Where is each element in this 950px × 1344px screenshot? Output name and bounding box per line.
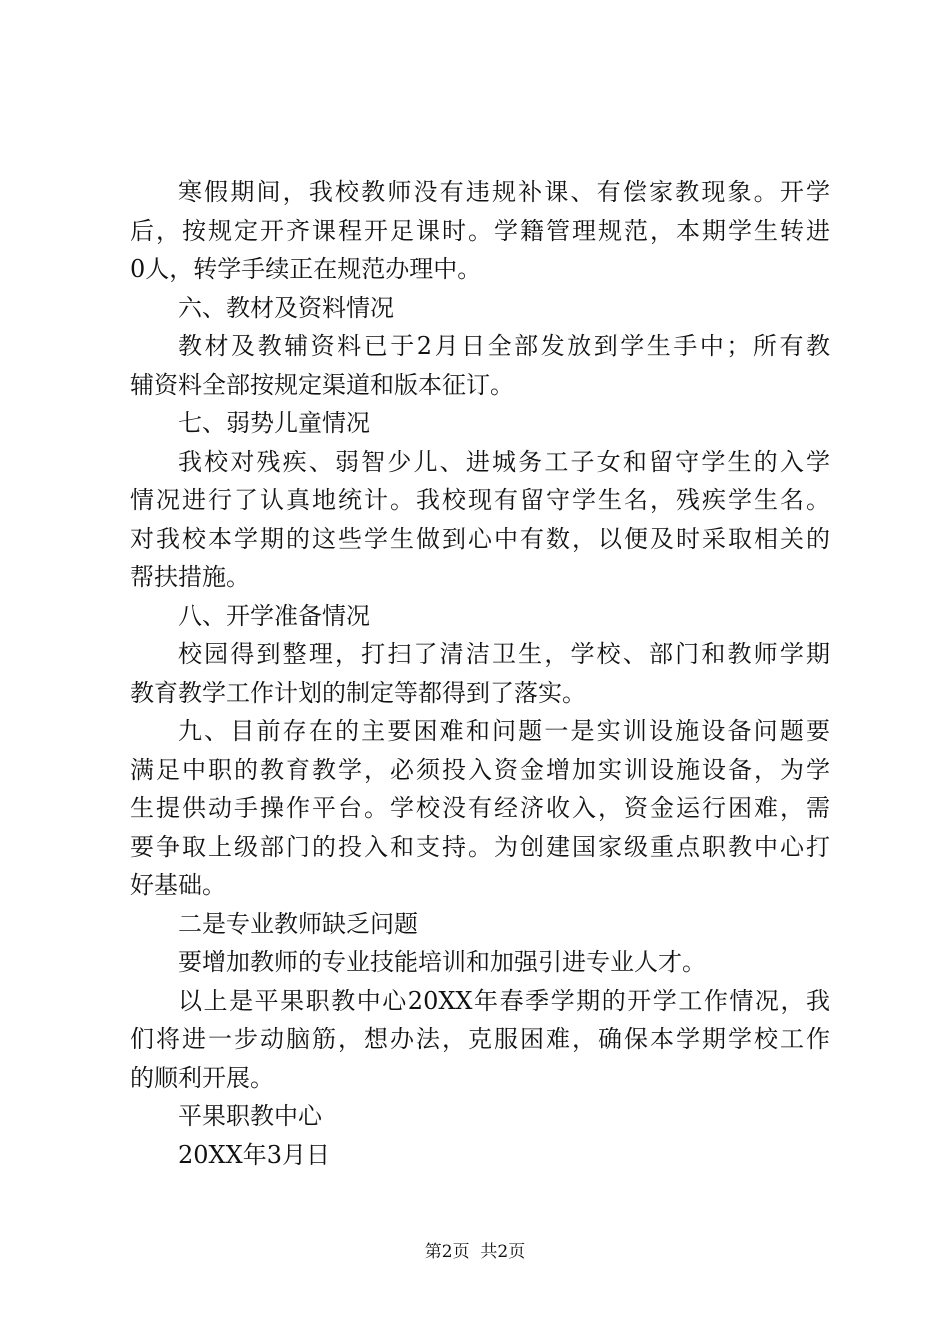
body-line: 生提供动手操作平台。学校没有经济收入，资金运行困难，需 bbox=[130, 794, 830, 822]
page-number-label: 第2页 共2页 bbox=[424, 1242, 526, 1262]
page-footer bbox=[0, 1240, 950, 1264]
body-line: 0人，转学手续正在规范办理中。 bbox=[130, 255, 482, 283]
body-line: 教材及教辅资料已于2月日全部发放到学生手中；所有教 bbox=[178, 332, 830, 360]
section-heading: 九、目前存在的主要困难和问题一是实训设施设备问题要 bbox=[178, 717, 830, 745]
body-line: 要争取上级部门的投入和支持。为创建国家级重点职教中心打 bbox=[130, 832, 830, 861]
section-heading: 八、开学准备情况 bbox=[178, 601, 370, 630]
body-line: 教育教学工作计划的制定等都得到了落实。 bbox=[130, 678, 586, 707]
body-line: 好基础。 bbox=[130, 871, 226, 899]
body-line: 辅资料全部按规定渠道和版本征订。 bbox=[130, 370, 514, 399]
body-line: 的顺利开展。 bbox=[130, 1063, 274, 1092]
body-line: 寒假期间，我校教师没有违规补课、有偿家教现象。开学 bbox=[178, 178, 830, 206]
body-line: 帮扶措施。 bbox=[130, 563, 250, 591]
body-line: 校园得到整理，打扫了清洁卫生，学校、部门和教师学期 bbox=[178, 640, 830, 668]
body-line: 情况进行了认真地统计。我校现有留守学生名，残疾学生名。 bbox=[130, 486, 830, 514]
body-line: 后，按规定开齐课程开足课时。学籍管理规范，本期学生转进 bbox=[130, 216, 830, 245]
body-line: 对我校本学期的这些学生做到心中有数，以便及时采取相关的 bbox=[130, 524, 830, 553]
section-heading: 七、弱势儿童情况 bbox=[178, 409, 370, 437]
section-heading: 六、教材及资料情况 bbox=[178, 293, 394, 322]
body-line: 我校对残疾、弱智少儿、进城务工子女和留守学生的入学 bbox=[178, 447, 830, 476]
body-line: 们将进一步动脑筋，想办法，克服困难，确保本学期学校工作 bbox=[130, 1025, 830, 1053]
body-line: 二是专业教师缺乏问题 bbox=[178, 909, 418, 938]
body-line: 要增加教师的专业技能培训和加强引进专业人才。 bbox=[178, 948, 706, 976]
signature-date: 20XX年3月日 bbox=[178, 1140, 330, 1169]
signature-organization: 平果职教中心 bbox=[178, 1102, 322, 1130]
body-line: 以上是平果职教中心20XX年春季学期的开学工作情况，我 bbox=[178, 986, 830, 1015]
body-line: 满足中职的教育教学，必须投入资金增加实训设施设备，为学 bbox=[130, 755, 830, 784]
document-body bbox=[130, 173, 830, 1174]
